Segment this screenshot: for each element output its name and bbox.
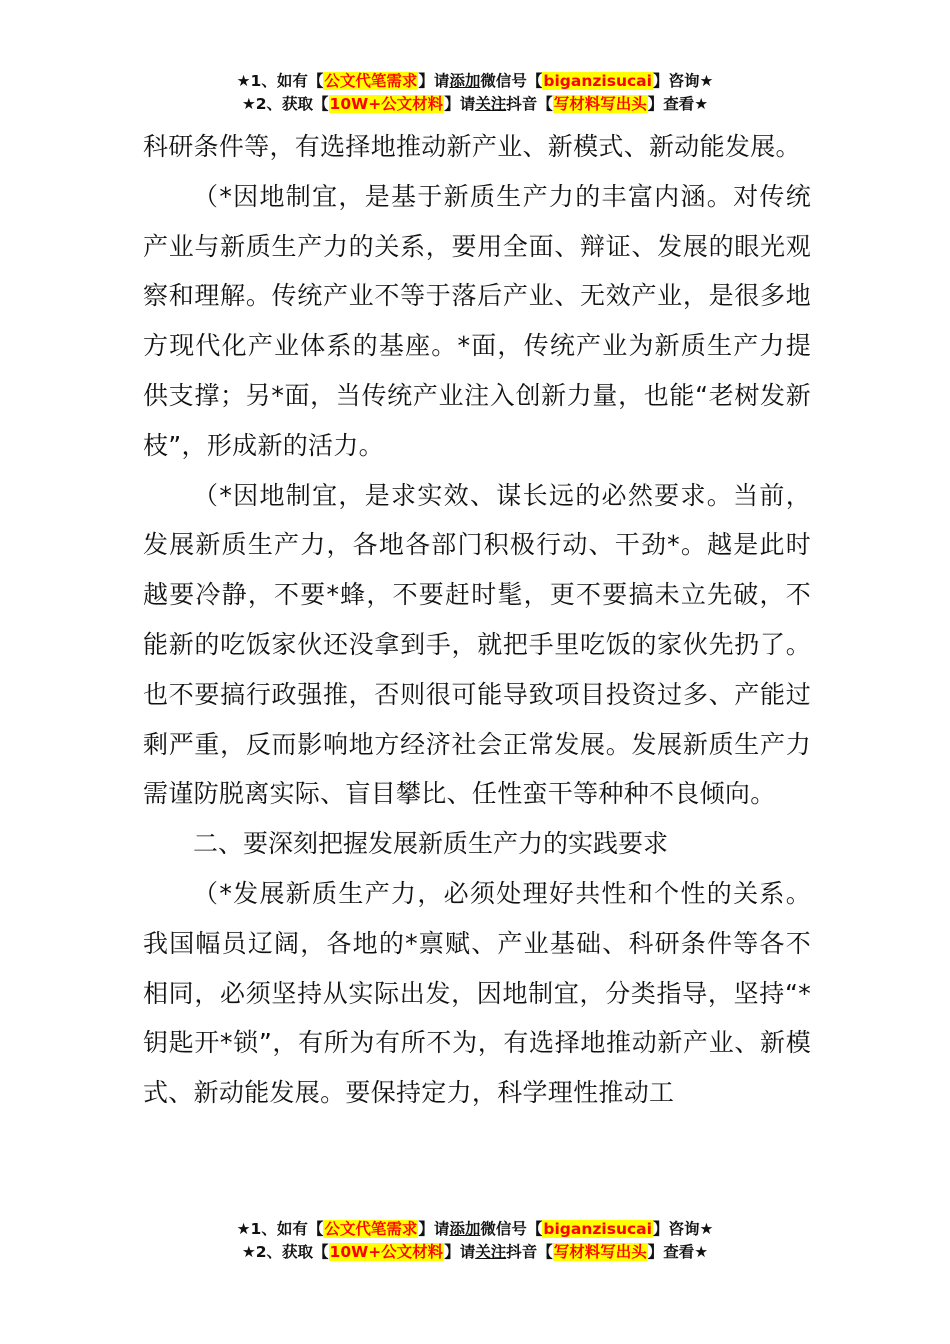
banner-text: 抖音【 <box>506 1243 553 1261</box>
banner-text: 】请 <box>444 95 476 113</box>
banner-text: 】请 <box>444 1243 476 1261</box>
banner-highlight: biganzisucai <box>543 72 652 90</box>
paragraph-4: （*发展新质生产力，必须处理好共性和个性的关系。我国幅员辽阔，各地的*禀赋、产业基础、科研条件等各不相同，必须坚持从实际出发，因地制宜，分类指导，坚持“*钥匙开*锁”，有所为有所不为，有选择地推动新产业、新模式、新动能发展。要保持定力，科学理性推动工 <box>143 878 811 1108</box>
header-banner <box>0 70 950 116</box>
document-body <box>143 122 811 1118</box>
section-heading: 二、要深刻把握发展新质生产力的实践要求 <box>193 829 669 859</box>
banner-text: 】请 <box>418 72 450 90</box>
banner-text: 抖音【 <box>506 95 553 113</box>
banner-highlight: 公文代笔需求 <box>324 1220 418 1238</box>
banner-highlight: 10W+公文材料 <box>329 1243 444 1261</box>
banner-text: ★2、获取【 <box>241 1243 329 1261</box>
banner-line-1 <box>0 1218 950 1241</box>
banner-text: 】查看★ <box>647 1243 709 1261</box>
banner-emphasis: 添加 <box>449 1220 481 1238</box>
banner-text: 微信号【 <box>480 72 543 90</box>
banner-emphasis: 关注 <box>475 95 507 113</box>
banner-emphasis: 添加 <box>449 72 481 90</box>
banner-text: ★2、获取【 <box>241 95 329 113</box>
banner-emphasis: 关注 <box>475 1243 507 1261</box>
banner-text: ★1、如有【 <box>236 1220 324 1238</box>
banner-text: 】咨询★ <box>652 72 714 90</box>
banner-text: 】查看★ <box>647 95 709 113</box>
banner-text: 微信号【 <box>480 1220 543 1238</box>
banner-line-1 <box>0 70 950 93</box>
paragraph-2: （*因地制宜，是基于新质生产力的丰富内涵。对传统产业与新质生产力的关系，要用全面、辩证、发展的眼光观察和理解。传统产业不等于落后产业、无效产业，是很多地方现代化产业体系的基座。*面，传统产业为新质生产力提供支撑；另*面，当传统产业注入创新力量，也能“老树发新枝”，形成新的活力。 <box>143 181 811 460</box>
banner-highlight: 写材料写出头 <box>553 1243 647 1261</box>
banner-highlight: 10W+公文材料 <box>329 95 444 113</box>
banner-text: 】请 <box>418 1220 450 1238</box>
banner-highlight: 公文代笔需求 <box>324 72 418 90</box>
paragraph-1: 科研条件等，有选择地推动新产业、新模式、新动能发展。 <box>143 132 801 161</box>
banner-line-2 <box>0 93 950 116</box>
banner-line-2 <box>0 1241 950 1264</box>
banner-highlight: 写材料写出头 <box>553 95 647 113</box>
footer-banner <box>0 1218 950 1264</box>
paragraph-3: （*因地制宜，是求实效、谋长远的必然要求。当前，发展新质生产力，各地各部门积极行动、干劲*。越是此时越要冷静，不要*蜂，不要赶时髦，更不要搞未立先破，不能新的吃饭家伙还没拿到手，就把手里吃饭的家伙先扔了。也不要搞行政强推，否则很可能导致项目投资过多、产能过剩严重，反而影响地方经济社会正常发展。发展新质生产力需谨防脱离实际、盲目攀比、任性蛮干等种种不良倾向。 <box>143 480 811 809</box>
banner-text: 】咨询★ <box>652 1220 714 1238</box>
banner-text: ★1、如有【 <box>236 72 324 90</box>
banner-highlight: biganzisucai <box>543 1220 652 1238</box>
